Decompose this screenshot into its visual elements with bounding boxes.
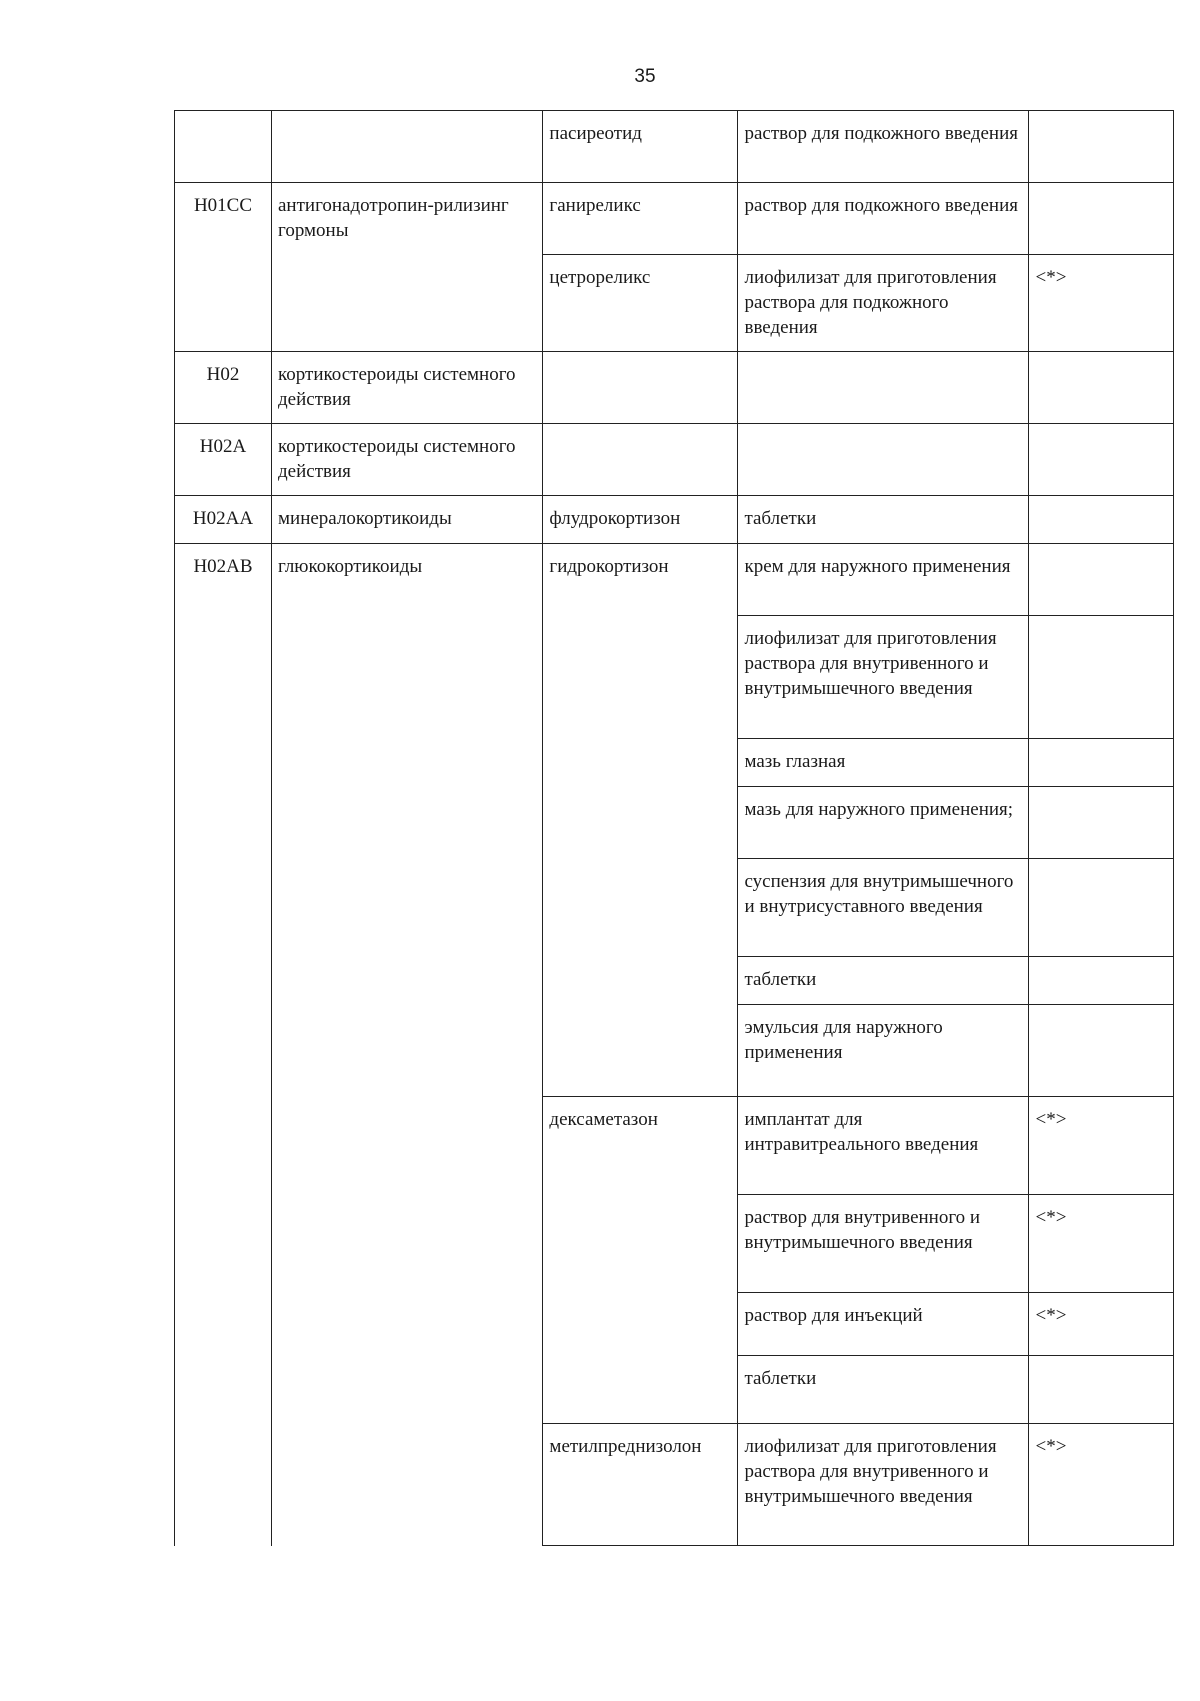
note-cell [1029, 1356, 1174, 1424]
note-cell [1029, 183, 1174, 255]
note-cell [1029, 544, 1174, 616]
group-cell: кортикостероиды системного действия [272, 424, 543, 496]
page-number: 35 [634, 66, 656, 87]
atc-code-cell [175, 111, 272, 183]
atc-code-cell: H01CC [175, 183, 272, 352]
dosage-form-cell: таблетки [738, 496, 1029, 544]
group-cell: антигонадотропин-рилизинг гормоны [272, 183, 543, 352]
drug-name-cell: флудрокортизон [543, 496, 738, 544]
note-cell [1029, 787, 1174, 859]
atc-code-cell: H02AA [175, 496, 272, 544]
table-row [175, 183, 1174, 255]
note-cell: <*> [1029, 1195, 1174, 1293]
dosage-form-cell: таблетки [738, 957, 1029, 1005]
dosage-form-cell: лиофилизат для приготовления раствора для внутривенного и внутримышечного введения [738, 616, 1029, 739]
group-cell [272, 111, 543, 183]
drug-list-table [174, 110, 1174, 1546]
group-cell: минералокортикоиды [272, 496, 543, 544]
table-row [175, 111, 1174, 183]
dosage-form-cell: имплантат для интравитреального введения [738, 1097, 1029, 1195]
table-row [175, 424, 1174, 496]
note-cell [1029, 111, 1174, 183]
note-cell: <*> [1029, 1424, 1174, 1546]
note-cell [1029, 616, 1174, 739]
note-cell: <*> [1029, 1097, 1174, 1195]
note-cell [1029, 496, 1174, 544]
atc-code-cell: H02AB [175, 544, 272, 1546]
dosage-form-cell [738, 352, 1029, 424]
table-row [175, 352, 1174, 424]
drug-name-cell: ганиреликс [543, 183, 738, 255]
note-cell: <*> [1029, 255, 1174, 352]
note-cell: <*> [1029, 1293, 1174, 1356]
atc-code-cell: H02A [175, 424, 272, 496]
dosage-form-cell: эмульсия для наружного применения [738, 1005, 1029, 1097]
dosage-form-cell: суспензия для внутримышечного и внутрисуставного введения [738, 859, 1029, 957]
drug-name-cell: дексаметазон [543, 1097, 738, 1424]
drug-name-cell: цетрореликс [543, 255, 738, 352]
table-row [175, 544, 1174, 616]
note-cell [1029, 1005, 1174, 1097]
dosage-form-cell: раствор для инъекций [738, 1293, 1029, 1356]
note-cell [1029, 859, 1174, 957]
dosage-form-cell: раствор для подкожного введения [738, 183, 1029, 255]
note-cell [1029, 957, 1174, 1005]
table-row [175, 496, 1174, 544]
group-cell: глюкокортикоиды [272, 544, 543, 1546]
drug-name-cell: гидрокортизон [543, 544, 738, 1097]
note-cell [1029, 739, 1174, 787]
drug-name-cell [543, 424, 738, 496]
drug-name-cell: пасиреотид [543, 111, 738, 183]
note-cell [1029, 424, 1174, 496]
drug-name-cell: метилпреднизолон [543, 1424, 738, 1546]
dosage-form-cell: мазь для наружного применения; [738, 787, 1029, 859]
dosage-form-cell: раствор для подкожного введения [738, 111, 1029, 183]
drug-name-cell [543, 352, 738, 424]
dosage-form-cell: лиофилизат для приготовления раствора для подкожного введения [738, 255, 1029, 352]
dosage-form-cell: таблетки [738, 1356, 1029, 1424]
note-cell [1029, 352, 1174, 424]
dosage-form-cell: раствор для внутривенного и внутримышечного введения [738, 1195, 1029, 1293]
dosage-form-cell: лиофилизат для приготовления раствора для внутривенного и внутримышечного введения [738, 1424, 1029, 1546]
group-cell: кортикостероиды системного действия [272, 352, 543, 424]
dosage-form-cell: крем для наружного применения [738, 544, 1029, 616]
dosage-form-cell [738, 424, 1029, 496]
dosage-form-cell: мазь глазная [738, 739, 1029, 787]
atc-code-cell: H02 [175, 352, 272, 424]
